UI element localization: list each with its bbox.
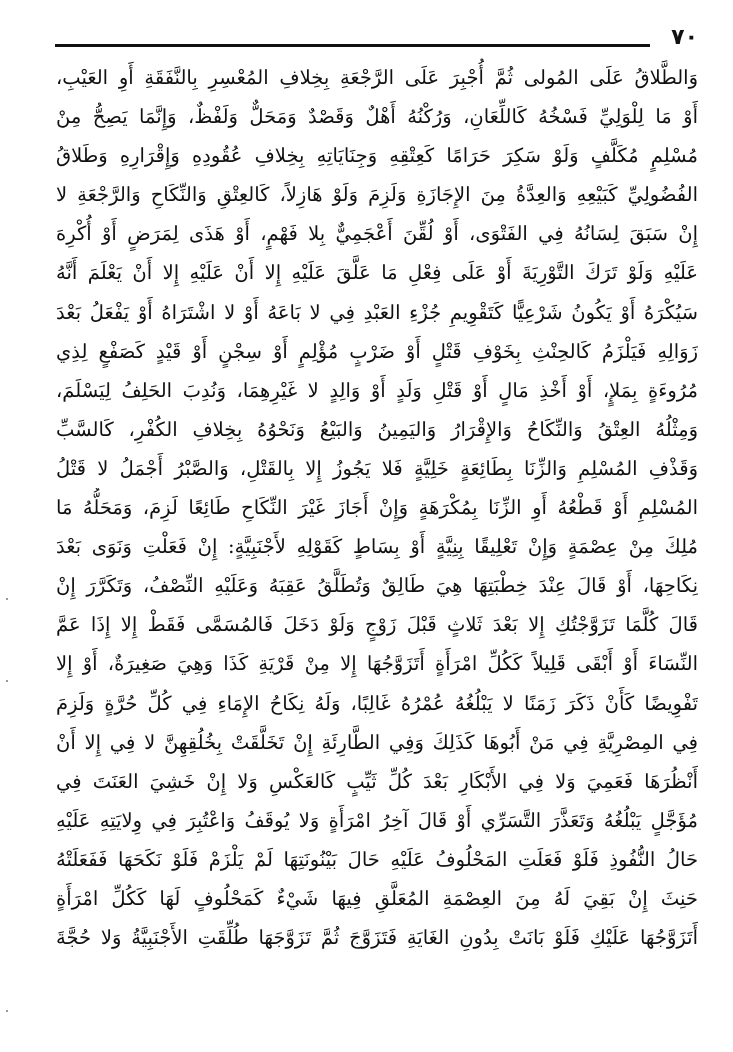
text-line: وَمِثْلُهُ العِتْقُ وَالنِّكَاحُ وَالإِقْرَارُ وَاليَمِينُ وَالبَيْعُ وَنَحْوُهُ بِخِلافِ الكُفْرِ، كَالسَّبِّ: [56, 417, 698, 441]
body-text: [56, 58, 698, 957]
text-line: الفُضُولِيِّ كَبَيْعِهِ وَالعِدَّةُ مِنَ الإِجَازَةِ وَلَزِمَ وَلَوْ هَازِلاً، كَالعِتْقِ وَالنِّكَاحِ وَالرَّجْعَةِ لا: [56, 183, 698, 207]
scan-mark: [6, 598, 8, 600]
text-line: نِكَاحِهَا، أَوْ قَالَ عِنْدَ خِطْبَتِهَا هِيَ طَالِقٌ وَتُطَلَّقُ عَقِبَهُ وَعَلَيْهِ النِّصْفُ، وَتَكَرَّرَ إِنْ: [56, 574, 698, 598]
text-line: مُلِكَ مِنْ عِصْمَةٍ وَإِنْ تَعْلِيقًا بِنِيَّةٍ أَوْ بِسَاطٍ كَقَوْلِهِ لأَجْنَبِيَّةٍ: إِنْ فَعَلْتِ وَنَوَى بَعْدَ: [56, 535, 698, 559]
text-line: أَوْ مَا لِلْوَلِيِّ فَسْخُهُ كَاللِّعَانِ، وَرُكْنُهُ أَهْلٌ وَقَصْدٌ وَمَحَلٌّ وَلَفْظٌ، وَإِنَّمَا يَصِحُّ مِنْ: [56, 105, 698, 129]
text-line: مُؤَجَّلٍ يَبْلُغُهُ وَتَعَذَّرَ التَّسَرِّي أَوْ قَالَ آخِرُ امْرَأَةٍ وَلا يُوقَفُ وَاعْتُبِرَ فِي وِلايَتِهِ عَلَيْهِ: [56, 808, 698, 832]
text-line: حَالُ النُّفُوذِ فَلَوْ فَعَلَتِ المَحْلُوفُ عَلَيْهِ حَالَ بَيْنُونَتِهَا لَمْ يَلْزَمْ فَلَوْ نَكَحَهَا فَفَعَلَتْهُ: [56, 847, 698, 871]
page-number: ٧٠: [671, 25, 698, 50]
header-rule: [55, 44, 650, 47]
text-line: وَالطَّلاقُ عَلَى المُولى ثُمَّ أُجْبِرَ عَلَى الرَّجْعَةِ بِخِلافِ المُعْسِرِ بِالنَّفَقَةِ أَوِ العَيْبِ،: [56, 66, 698, 89]
text-line: مُسْلِمٍ مُكَلَّفٍ وَلَوْ سَكِرَ حَرَامًا كَعِتْقِهِ وَجِنَايَاتِهِ بِخِلافِ عُقُودِهِ وَإِقْرَارِهِ وَطَلاقُ: [56, 144, 698, 168]
text-line: تَفْوِيضًا كَأَنْ ذَكَرَ زَمَنًا لا يَبْلُغُهُ عُمْرُهُ غَالِبًا، وَلَهُ نِكَاحُ الإِمَاءِ فِي كُلِّ حُرَّةٍ وَلَزِمَ: [56, 691, 698, 715]
text-line: وَقَذْفِ المُسْلِمِ وَالزِّنَا بِطَائِعَةٍ خَلِيَّةٍ فَلا يَجُوزُ إِلا بِالقَتْلِ، وَالصَّبْرُ أَجْمَلُ لا قَتْلُ: [56, 456, 698, 480]
text-line: سَيُكْرَهُ أَوْ يَكُونُ شَرْعِيًّا كَتَقْوِيمِ جُزْءِ العَبْدِ فِي لا بَاعَهُ أَوْ لا اشْتَرَاهُ أَوْ يَفْعَلُ بَعْدَ: [56, 300, 698, 324]
text-line: زَوَالِهِ فَيَلْزَمُ كَالحِنْثِ بِخَوْفِ قَتْلٍ أَوْ ضَرْبٍ مُؤْلِمٍ أَوْ سِجْنٍ أَوْ قَيْدٍ كَصَفْعٍ لِذِي: [56, 339, 698, 363]
page-header: [55, 26, 698, 52]
text-line: قَالَ كُلَّمَا تَزَوَّجْتُكِ إِلا بَعْدَ ثَلاثٍ قَبْلَ زَوْجٍ وَلَوْ دَخَلَ فَالمُسَمَّى فَقَطْ إِلا إِذَا عَمَّ: [56, 613, 698, 637]
text-line: حَنِثَ إِنْ بَقِيَ لَهُ مِنَ العِصْمَةِ المُعَلَّقِ فِيهَا شَيْءٌ كَمَحْلُوفٍ لَهَا كَكُلِّ امْرَأَةٍ: [56, 886, 698, 910]
text-line: أَنْظُرَهَا فَعَمِيَ وَلا فِي الأَبْكَارِ بَعْدَ كُلِّ ثَيِّبٍ كَالعَكْسِ وَلا إِنْ خَشِيَ العَنَتَ فِي: [56, 769, 698, 793]
text-line: فِي المِصْرِيَّةِ فِي مَنْ أَبُوهَا كَذَلِكَ وَفِي الطَّارِئَةِ إِنْ تَخَلَّقَتْ بِخُلُقِهِنَّ لا فِي إِلا أَنْ: [56, 730, 698, 754]
scan-mark: [6, 1010, 8, 1012]
text-line: مُرُوءَةٍ بِمَلإٍ، أَوْ أَخْذِ مَالٍ أَوْ قَتْلِ وَلَدٍ أَوْ وَالِدٍ لا غَيْرِهِمَا، وَنُدِبَ الحَلِفُ لِيَسْلَمَ،: [56, 378, 698, 402]
text-line: أَتَزَوَّجُهَا عَلَيْكِ فَلَوْ بَانَتْ بِدُونِ الغَايَةِ فَتَزَوَّجَ ثُمَّ تَزَوَّجَهَا طُلِّقَتِ الأَجْنَبِيَّةُ وَلا حُجَّةَ: [56, 926, 698, 950]
text-line: النِّسَاءَ أَوْ أَبْقَى قَلِيلاً كَكُلِّ امْرَأَةٍ أَتَزَوَّجُهَا إِلا مِنْ قَرْيَةِ كَذَا وَهِيَ صَغِيرَةٌ، أَوْ إِلا: [56, 652, 698, 676]
scan-mark: [6, 680, 8, 682]
text-line: عَلَيْهِ وَلَوْ تَرَكَ التَّوْرِيَةَ أَوْ عَلَى فِعْلِ مَا عَلَّقَ عَلَيْهِ إِلا أَنْ عَلَيْهِ إِلا أَنْ يَعْلَمَ أَنَّهُ: [56, 261, 698, 285]
text-line: المُسْلِمِ أَوْ قَطْعُهُ أَوِ الزِّنَا بِمُكْرَهَةٍ وَإِنْ أَجَازَ غَيْرَ النِّكَاحِ طَائِعًا لَزِمَ، وَمَحَلُّهُ مَا: [56, 496, 698, 520]
text-line: إِنْ سَبَقَ لِسَانُهُ فِي الفَتْوَى، أَوْ لُقِّنَ أَعْجَمِيٌّ بِلا فَهْمٍ، أَوْ هَذَى لِمَرَضٍ أَوْ أُكْرِهَ: [56, 222, 698, 246]
